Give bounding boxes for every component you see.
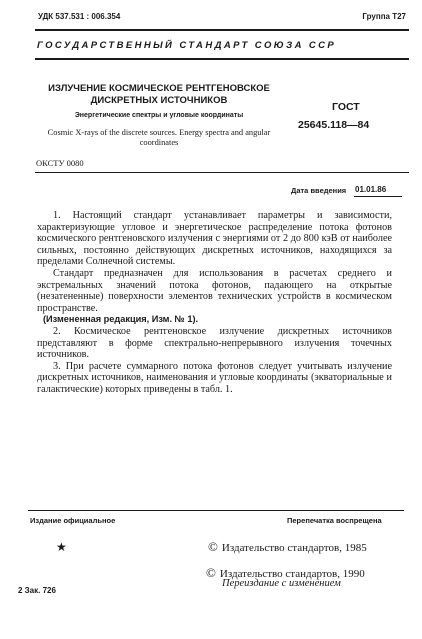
state-standard-title: ГОСУДАРСТВЕННЫЙ СТАНДАРТ СОЮЗА ССР (37, 40, 337, 51)
udk-code: УДК 537.531 : 006.354 (38, 12, 121, 21)
copyright-1985 (208, 539, 367, 555)
copyright-icon: © (206, 565, 216, 580)
reprint-prohibited: Перепечатка воспрещена (287, 516, 382, 525)
order-number: 2 Зак. 726 (18, 586, 56, 595)
footer-rule (28, 510, 404, 511)
intro-date-underline (354, 196, 402, 197)
intro-date-value: 01.01.86 (355, 185, 387, 194)
intro-date-label: Дата введения (291, 186, 347, 195)
gost-label: ГОСТ (332, 101, 360, 113)
star-icon: ★ (56, 540, 67, 554)
gost-number: 25645.118—84 (298, 119, 370, 131)
document-title: ИЗЛУЧЕНИЕ КОСМИЧЕСКОЕ РЕНТГЕНОВСКОЕ ДИСКРЕТНЫХ ИСТОЧНИКОВ (48, 83, 270, 106)
paragraph-1: 1. Настоящий стандарт устанавливает параметры и зависимости, характеризующие угловое и энергетическое распределение потока фотонов космического рентгеновского излучения с энергиями от 2 до 800 кэВ от наиболее сильных, постоянно действующих дискретных источников, находящихся за пределами Солнечной системы. (37, 210, 392, 268)
group-code: Группа Т27 (362, 12, 406, 21)
reissue-note: Переиздание с изменением (222, 578, 341, 589)
copyright-icon: © (208, 539, 218, 554)
header-bottom-rule (35, 58, 409, 60)
paragraph-4: 3. При расчете суммарного потока фотонов следует учитывать излучение дискретных источников, наименования и угловые координаты (экваториальные и галактические) которых приведены в табл. 1. (37, 360, 392, 395)
header-top-rule (35, 29, 409, 31)
paragraph-2: Стандарт предназначен для использования в расчетах среднего и экстремальных значений потока фотонов, падающего на открытые (незатененные) поверхности элементов технических устройств в космическом пространстве. (37, 267, 392, 314)
official-edition: Издание официальное (30, 516, 116, 525)
body-text (37, 210, 392, 396)
title-block-rule (35, 172, 409, 173)
copyright-1990-text: Издательство стандартов, 1990 (219, 568, 365, 580)
subtitle-russian: Энергетические спектры и угловые координаты (74, 112, 244, 119)
subtitle-english: Cosmic X-rays of the discrete sources. Energy spectra and angular coordinates (47, 128, 271, 147)
paragraph-3: 2. Космическое рентгеновское излучение дискретных источников представляют в форме спектрально-непрерывного излучения точечных источников. (37, 325, 392, 361)
copyright-1985-text: Издательство стандартов, 1985 (221, 542, 367, 554)
amendment-note: (Измененная редакция, Изм. № 1). (43, 314, 199, 325)
okstu-code: ОКСТУ 0080 (36, 158, 84, 168)
